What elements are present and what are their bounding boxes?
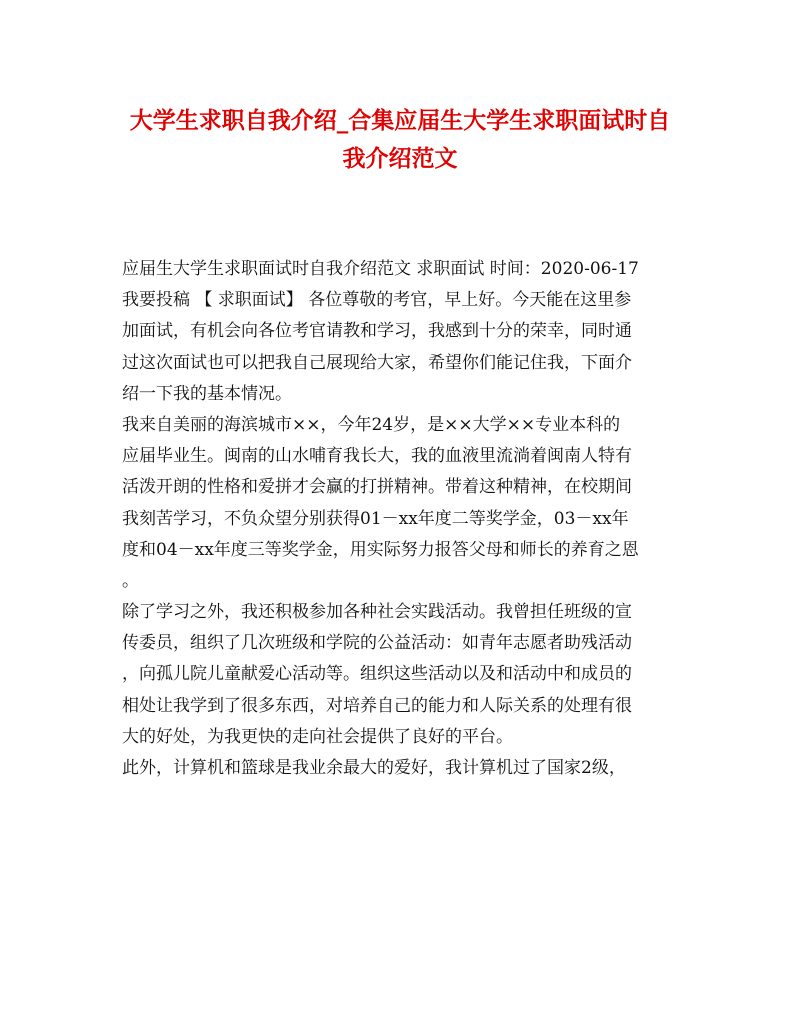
title-line-2: 我介绍范文 [342, 145, 458, 172]
body-line: 加面试，有机会向各位考官请教和学习，我感到十分的荣幸，同时通 [122, 321, 632, 342]
body-line: ，向孤儿院儿童献爱心活动等。组织这些活动以及和活动中和成员的 [122, 664, 632, 685]
body-line: 相处让我学到了很多东西，对培养自己的能力和人际关系的处理有很 [122, 695, 632, 716]
body-line: 过这次面试也可以把我自己展现给大家，希望你们能记住我，下面介 [122, 352, 632, 373]
body-line: 大的好处，为我更快的走向社会提供了良好的平台。 [122, 726, 513, 747]
body-line: 我刻苦学习，不负众望分别获得01－xx年度二等奖学金，03－xx年 [122, 508, 629, 529]
body-line: 度和04－xx年度三等奖学金，用实际努力报答父母和师长的养育之恩 [122, 539, 639, 560]
body-line: 此外，计算机和篮球是我业余最大的爱好，我计算机过了国家2级， [122, 758, 626, 778]
document-body [122, 254, 682, 784]
body-line: 活泼开朗的性格和爱拼才会赢的打拼精神。带着这种精神，在校期间 [122, 477, 632, 498]
body-line: 绍一下我的基本情况。 [122, 383, 292, 404]
body-line: 我来自美丽的海滨城市××，今年24岁，是××大学××专业本科的 [122, 414, 621, 435]
title-line-1: 大学生求职自我介绍_合集应届生大学生求职面试时自 [129, 107, 671, 134]
body-line: 传委员，组织了几次班级和学院的公益活动：如青年志愿者助残活动 [122, 633, 632, 654]
body-line: 应届毕业生。闽南的山水哺育我长大，我的血液里流淌着闽南人特有 [122, 446, 632, 467]
body-line: 我要投稿 【 求职面试】 各位尊敬的考官，早上好。今天能在这里参 [122, 290, 632, 311]
document-title [110, 102, 690, 178]
body-line: 应届生大学生求职面试时自我介绍范文 求职面试 时间：2020-06-17 [122, 259, 639, 279]
body-line: 。 [122, 570, 139, 591]
body-line: 除了学习之外，我还积极参加各种社会实践活动。我曾担任班级的宣 [122, 602, 632, 623]
